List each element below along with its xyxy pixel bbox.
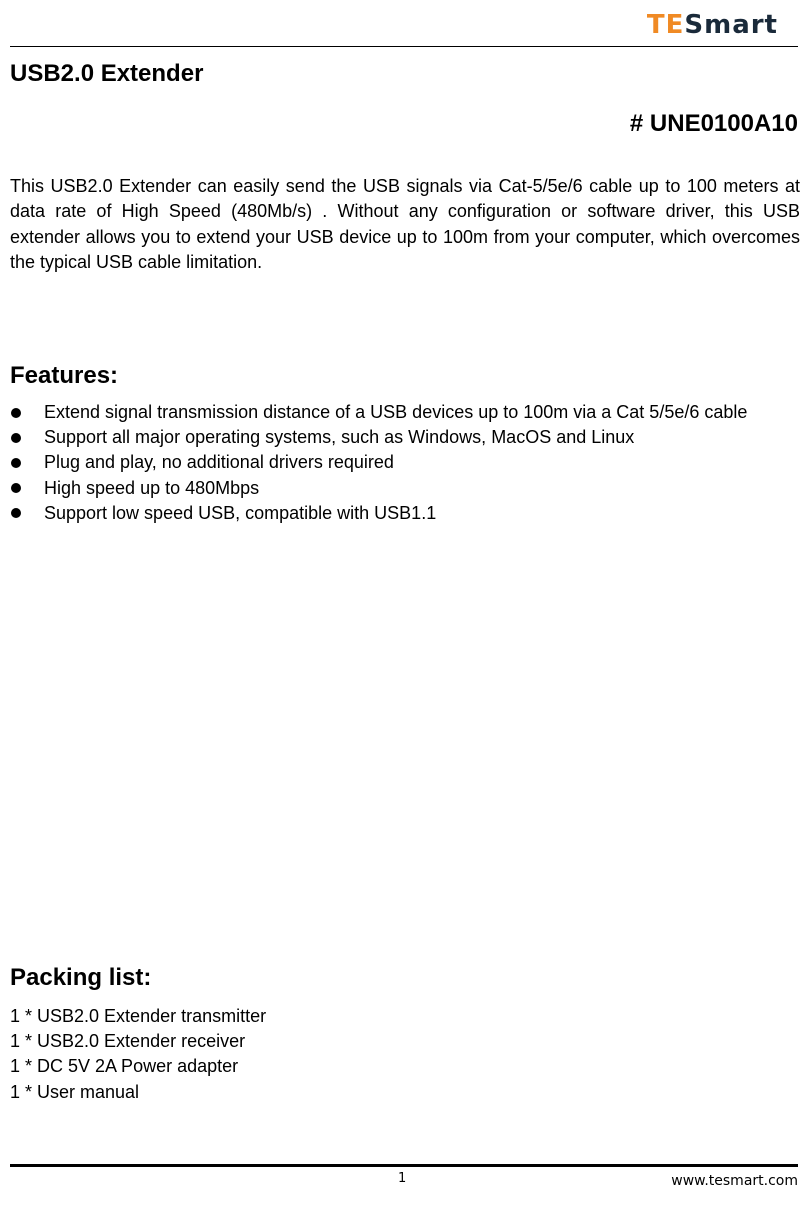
feature-item [10, 501, 805, 526]
features-heading: Features: [10, 362, 119, 389]
feature-item [10, 450, 805, 475]
feature-text: Plug and play, no additional drivers required [44, 452, 394, 473]
packing-item: 1 * DC 5V 2A Power adapter [10, 1056, 239, 1077]
intro-paragraph: This USB2.0 Extender can easily send the USB signals via Cat-5/5e/6 cable up to 100 meters at data rate of High Speed (480Mb/s) . Without any configuration or software driver, this USB extender allows you to extend your USB device up to 100m from your computer, which overcomes the typical USB cable limitation. [10, 176, 800, 272]
features-list [10, 400, 805, 526]
logo-text-te: TE [646, 10, 685, 40]
packing-item: 1 * User manual [10, 1081, 140, 1102]
feature-text: Support all major operating systems, such as Windows, MacOS and Linux [44, 427, 635, 448]
feature-item [10, 476, 805, 501]
feature-text: Support low speed USB, compatible with USB1.1 [44, 502, 437, 523]
bullet-icon [11, 433, 21, 443]
document-title: USB2.0 Extender [10, 60, 204, 87]
feature-text: Extend signal transmission distance of a USB devices up to 100m via a Cat 5/5e/6 cable [44, 402, 748, 422]
bullet-icon [11, 483, 21, 493]
tesmart-logo [647, 8, 778, 42]
feature-item [10, 425, 805, 450]
page-number: 1 [398, 1171, 407, 1186]
bullet-icon [11, 458, 21, 468]
feature-text: High speed up to 480Mbps [44, 477, 260, 498]
packing-list-heading: Packing list: [10, 964, 152, 991]
bullet-icon [11, 408, 21, 418]
header-divider [10, 46, 798, 47]
footer-divider [10, 1164, 798, 1167]
logo-text-smart: Smart [684, 10, 778, 40]
packing-item: 1 * USB2.0 Extender receiver [10, 1031, 246, 1052]
packing-item: 1 * USB2.0 Extender transmitter [10, 1006, 267, 1026]
packing-list [10, 1004, 266, 1105]
footer-website: www.tesmart.com [671, 1173, 798, 1189]
model-number: # UNE0100A10 [629, 110, 798, 137]
feature-item [10, 400, 805, 425]
bullet-icon [11, 508, 21, 518]
